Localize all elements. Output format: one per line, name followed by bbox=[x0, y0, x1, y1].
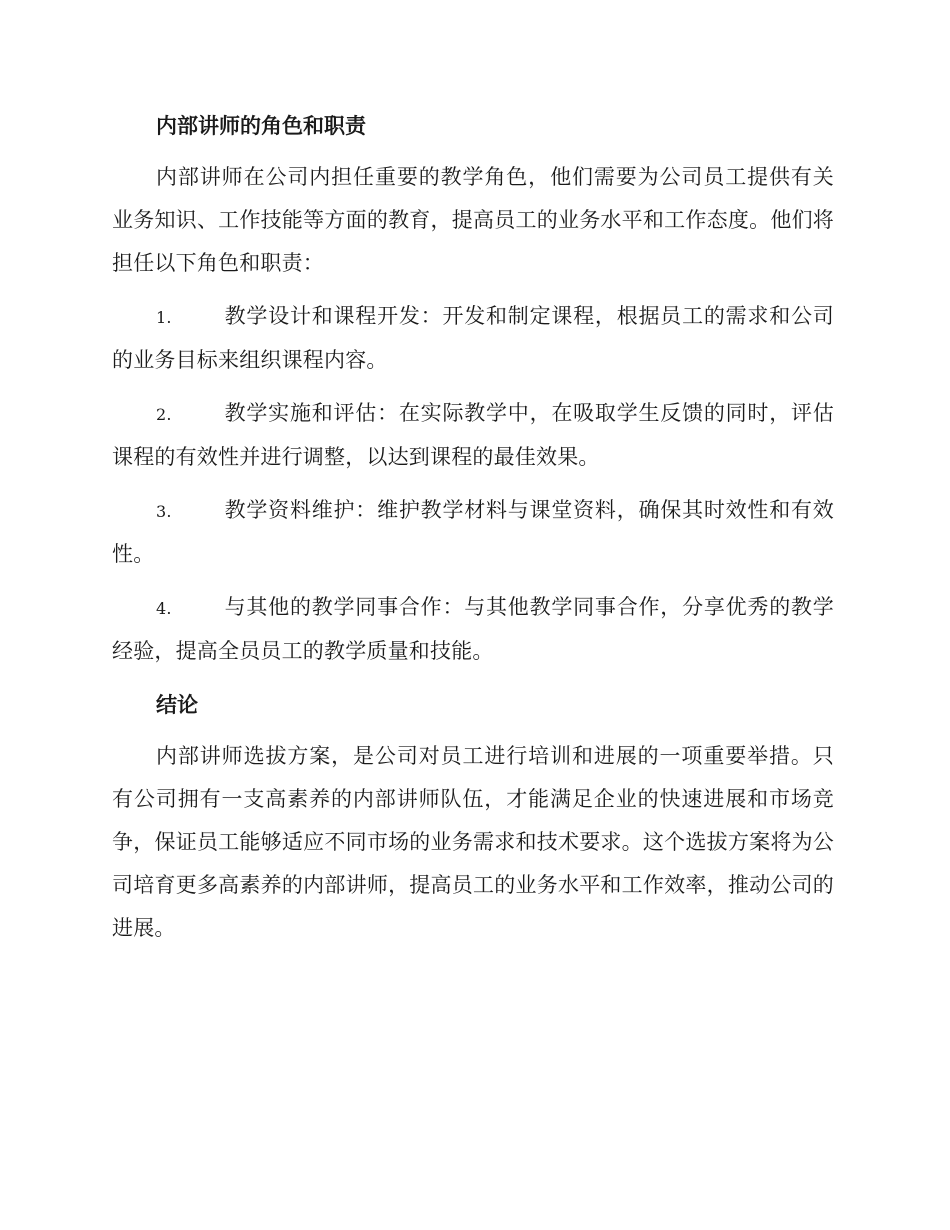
list-item-4 bbox=[112, 586, 834, 673]
document-page bbox=[112, 104, 834, 960]
list-item-1 bbox=[112, 295, 834, 382]
list-item-2 bbox=[112, 392, 834, 479]
list-number: 3. bbox=[156, 502, 172, 521]
section-heading-roles: 内部讲师的角色和职责 bbox=[156, 113, 366, 138]
list-number: 2. bbox=[156, 405, 172, 424]
list-item-text: 教学资料维护：维护教学材料与课堂资料，确保其时效性和有效性。 bbox=[112, 498, 834, 566]
list-item-text: 教学设计和课程开发：开发和制定课程，根据员工的需求和公司的业务目标来组织课程内容。 bbox=[112, 304, 834, 372]
list-item-text: 教学实施和评估：在实际教学中，在吸取学生反馈的同时，评估课程的有效性并进行调整，以达到课程的最佳效果。 bbox=[112, 401, 834, 469]
section-heading-conclusion: 结论 bbox=[156, 692, 198, 717]
list-item-3 bbox=[112, 489, 834, 576]
intro-paragraph: 内部讲师在公司内担任重要的教学角色，他们需要为公司员工提供有关业务知识、工作技能等方面的教育，提高员工的业务水平和工作态度。他们将担任以下角色和职责： bbox=[112, 165, 834, 275]
list-number: 4. bbox=[156, 599, 172, 618]
list-number: 1. bbox=[156, 308, 172, 327]
conclusion-paragraph: 内部讲师选拔方案，是公司对员工进行培训和进展的一项重要举措。只有公司拥有一支高素养的内部讲师队伍，才能满足企业的快速进展和市场竞争，保证员工能够适应不同市场的业务需求和技术要求。这个选拔方案将为公司培育更多高素养的内部讲师，提高员工的业务水平和工作效率，推动公司的进展。 bbox=[112, 744, 834, 940]
list-item-text: 与其他的教学同事合作：与其他教学同事合作，分享优秀的教学经验，提高全员员工的教学质量和技能。 bbox=[112, 595, 834, 663]
